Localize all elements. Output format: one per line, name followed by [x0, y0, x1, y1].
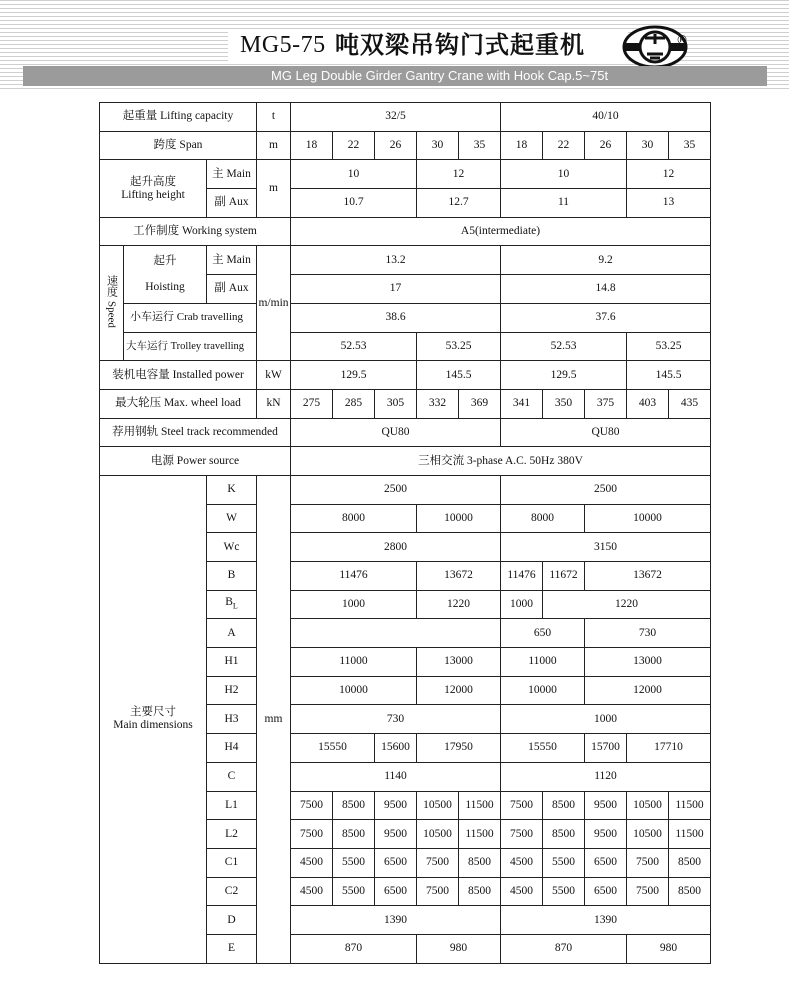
row-dim-K — [100, 475, 711, 504]
row-speed-hoist-main — [100, 246, 711, 275]
dim-value: 2500 — [291, 475, 501, 504]
dim-value: 11476 — [291, 562, 417, 591]
dim-value: 1220 — [417, 590, 501, 619]
dim-name: E — [207, 934, 257, 963]
hoist-label-cn: 起升 — [153, 255, 177, 268]
dim-value: 11672 — [543, 562, 585, 591]
dim-value: 13000 — [417, 648, 501, 677]
wheel-value: 275 — [291, 389, 333, 418]
dim-value: 7500 — [501, 791, 543, 820]
dim-value: 6500 — [585, 848, 627, 877]
hoist-label — [124, 246, 207, 303]
dim-value: 13672 — [585, 562, 711, 591]
dim-value: 730 — [291, 705, 501, 734]
dim-value: 11500 — [459, 791, 501, 820]
wheel-value: 305 — [375, 389, 417, 418]
dim-value: 5500 — [543, 877, 585, 906]
dim-value: 8000 — [291, 504, 417, 533]
row-lift-main — [100, 160, 711, 189]
dim-value: 7500 — [501, 820, 543, 849]
dim-value: 1390 — [501, 906, 711, 935]
dim-name-main: B — [225, 596, 233, 609]
dim-value: 11500 — [669, 820, 711, 849]
dim-value: 730 — [585, 619, 711, 648]
lift-aux-label: 副 Aux — [207, 189, 257, 218]
wheel-label: 最大轮压 Max. wheel load — [100, 389, 257, 418]
dim-value: 11500 — [669, 791, 711, 820]
dim-value: 5500 — [543, 848, 585, 877]
dim-value: 10000 — [501, 676, 585, 705]
dim-value: 7500 — [291, 791, 333, 820]
dim-value: 5500 — [333, 877, 375, 906]
trolley-value: 52.53 — [501, 332, 627, 361]
span-label: 跨度 Span — [100, 131, 257, 160]
dim-value: 10000 — [585, 504, 711, 533]
dim-value: 8500 — [669, 877, 711, 906]
row-span — [100, 131, 711, 160]
dim-name-sub: L — [232, 601, 238, 611]
lift-aux-value: 10.7 — [291, 189, 417, 218]
lift-label-en: Lifting height — [121, 188, 185, 201]
dim-value: 11000 — [501, 648, 585, 677]
wheel-value: 341 — [501, 389, 543, 418]
dim-value: 980 — [627, 934, 711, 963]
hoist-main-value: 9.2 — [501, 246, 711, 275]
dim-value: 7500 — [627, 877, 669, 906]
speed-side-label — [100, 246, 124, 361]
row-speed-crab — [100, 303, 711, 332]
dim-value: 4500 — [501, 877, 543, 906]
row-capacity — [100, 103, 711, 132]
lift-aux-value: 11 — [501, 189, 627, 218]
dims-unit: mm — [257, 475, 291, 963]
hoist-main-label: 主 Main — [207, 246, 257, 275]
wheel-value: 435 — [669, 389, 711, 418]
span-value: 30 — [627, 131, 669, 160]
span-value: 22 — [543, 131, 585, 160]
power-value: 129.5 — [291, 361, 417, 390]
spec-table — [99, 102, 711, 964]
hoist-aux-value: 14.8 — [501, 275, 711, 304]
dim-name: D — [207, 906, 257, 935]
wheel-value: 403 — [627, 389, 669, 418]
span-value: 22 — [333, 131, 375, 160]
dim-value: 8500 — [333, 791, 375, 820]
dim-value: 6500 — [375, 877, 417, 906]
dim-value: 10500 — [627, 820, 669, 849]
trolley-value: 53.25 — [417, 332, 501, 361]
dim-name: K — [207, 475, 257, 504]
dim-name: H2 — [207, 676, 257, 705]
dim-value: 1220 — [543, 590, 711, 619]
lift-label-cn: 起升高度 — [130, 175, 176, 188]
dim-value: 17950 — [417, 734, 501, 763]
span-value: 30 — [417, 131, 459, 160]
capacity-value: 40/10 — [501, 103, 711, 132]
dim-name: Wc — [207, 533, 257, 562]
source-value: 三相交流 3-phase A.C. 50Hz 380V — [291, 447, 711, 476]
dim-value: 650 — [501, 619, 585, 648]
speed-side-en: Speed — [105, 300, 118, 328]
dim-value: 980 — [417, 934, 501, 963]
registered-mark: ® — [676, 33, 688, 47]
dim-value: 4500 — [291, 848, 333, 877]
trolley-value: 53.25 — [627, 332, 711, 361]
dim-value: 10000 — [417, 504, 501, 533]
dim-name: H3 — [207, 705, 257, 734]
row-wheel-load — [100, 389, 711, 418]
span-unit: m — [257, 131, 291, 160]
power-value: 129.5 — [501, 361, 627, 390]
dim-value: 2800 — [291, 533, 501, 562]
dim-value: 9500 — [585, 791, 627, 820]
dim-value: 9500 — [585, 820, 627, 849]
title-model: MG5-75 — [240, 32, 326, 58]
dim-value: 8500 — [543, 820, 585, 849]
dim-value: 9500 — [375, 791, 417, 820]
lift-main-value: 10 — [501, 160, 627, 189]
dim-value: 9500 — [375, 820, 417, 849]
row-track — [100, 418, 711, 447]
dim-value: 11000 — [291, 648, 417, 677]
wheel-value: 285 — [333, 389, 375, 418]
dim-value: 10500 — [417, 820, 459, 849]
hoist-aux-label: 副 Aux — [207, 275, 257, 304]
dim-value: 8500 — [333, 820, 375, 849]
dim-value: 17710 — [627, 734, 711, 763]
span-value: 18 — [291, 131, 333, 160]
dim-name: W — [207, 504, 257, 533]
lift-main-value: 10 — [291, 160, 417, 189]
row-power-source — [100, 447, 711, 476]
hoist-main-value: 13.2 — [291, 246, 501, 275]
dim-value: 6500 — [375, 848, 417, 877]
dim-value: 15600 — [375, 734, 417, 763]
dim-value: 7500 — [417, 848, 459, 877]
track-label: 荐用钢轨 Steel track recommended — [100, 418, 291, 447]
span-value: 26 — [375, 131, 417, 160]
dim-value: 1000 — [501, 590, 543, 619]
working-label: 工作制度 Working system — [100, 217, 291, 246]
hoist-aux-value: 17 — [291, 275, 501, 304]
dim-value: 1140 — [291, 762, 501, 791]
dim-value: 8500 — [459, 848, 501, 877]
dim-value: 8500 — [459, 877, 501, 906]
wheel-value: 332 — [417, 389, 459, 418]
dim-value: 1000 — [291, 590, 417, 619]
dim-name: L1 — [207, 791, 257, 820]
trolley-label: 大车运行 Trolley travelling — [124, 332, 257, 361]
dim-name: A — [207, 619, 257, 648]
track-value: QU80 — [501, 418, 711, 447]
power-unit: kW — [257, 361, 291, 390]
dim-value: 10000 — [291, 676, 417, 705]
dim-name: C2 — [207, 877, 257, 906]
dim-value: 7500 — [417, 877, 459, 906]
crab-value: 38.6 — [291, 303, 501, 332]
dim-value: 11500 — [459, 820, 501, 849]
dim-value: 13000 — [585, 648, 711, 677]
span-value: 35 — [669, 131, 711, 160]
lift-unit: m — [257, 160, 291, 217]
dim-name: H4 — [207, 734, 257, 763]
working-value: A5(intermediate) — [291, 217, 711, 246]
row-speed-trolley — [100, 332, 711, 361]
power-label: 装机电容量 Installed power — [100, 361, 257, 390]
dim-value: 8000 — [501, 504, 585, 533]
dim-name: H1 — [207, 648, 257, 677]
wheel-value: 350 — [543, 389, 585, 418]
dim-value: 3150 — [501, 533, 711, 562]
dim-value: 12000 — [585, 676, 711, 705]
span-value: 18 — [501, 131, 543, 160]
dim-value: 4500 — [501, 848, 543, 877]
track-value: QU80 — [291, 418, 501, 447]
crab-label: 小车运行 Crab travelling — [124, 303, 257, 332]
dim-name: B — [207, 562, 257, 591]
span-value: 35 — [459, 131, 501, 160]
lift-main-value: 12 — [627, 160, 711, 189]
wheel-value: 375 — [585, 389, 627, 418]
dim-value: 1000 — [501, 705, 711, 734]
lift-aux-value: 13 — [627, 189, 711, 218]
subtitle-bar — [23, 66, 767, 86]
dim-value: 15550 — [501, 734, 585, 763]
dim-value-empty — [291, 619, 501, 648]
wheel-unit: kN — [257, 389, 291, 418]
power-value: 145.5 — [417, 361, 501, 390]
dim-value: 8500 — [543, 791, 585, 820]
subtitle-text: MG Leg Double Girder Gantry Crane with Hook Cap.5~75t — [271, 68, 609, 83]
lift-label — [100, 160, 207, 217]
crab-value: 37.6 — [501, 303, 711, 332]
dim-value: 2500 — [501, 475, 711, 504]
capacity-label: 起重量 Lifting capacity — [100, 103, 257, 132]
dim-value: 12000 — [417, 676, 501, 705]
dim-value: 11476 — [501, 562, 543, 591]
speed-unit: m/min — [257, 246, 291, 361]
title-chinese: 吨双梁吊钩门式起重机 — [335, 31, 585, 59]
dim-value: 7500 — [627, 848, 669, 877]
dim-name: C1 — [207, 848, 257, 877]
row-working — [100, 217, 711, 246]
dim-value: 7500 — [291, 820, 333, 849]
power-value: 145.5 — [627, 361, 711, 390]
capacity-value: 32/5 — [291, 103, 501, 132]
dim-value: 1390 — [291, 906, 501, 935]
capacity-unit: t — [257, 103, 291, 132]
speed-side-cn: 速度 — [105, 274, 118, 297]
dim-value: 8500 — [669, 848, 711, 877]
source-label: 电源 Power source — [100, 447, 291, 476]
dim-value: 870 — [501, 934, 627, 963]
dim-value: 5500 — [333, 848, 375, 877]
lift-main-value: 12 — [417, 160, 501, 189]
dims-label-en: Main dimensions — [113, 719, 193, 732]
dim-name — [207, 590, 257, 619]
trolley-value: 52.53 — [291, 332, 417, 361]
dim-value: 15550 — [291, 734, 375, 763]
dim-value: 6500 — [585, 877, 627, 906]
dim-value: 4500 — [291, 877, 333, 906]
dim-name: C — [207, 762, 257, 791]
dim-value: 13672 — [417, 562, 501, 591]
dim-value: 10500 — [627, 791, 669, 820]
lift-aux-value: 12.7 — [417, 189, 501, 218]
dim-name: L2 — [207, 820, 257, 849]
dim-value: 1120 — [501, 762, 711, 791]
span-value: 26 — [585, 131, 627, 160]
dims-label-cn: 主要尺寸 — [130, 706, 176, 719]
row-power — [100, 361, 711, 390]
dim-value: 15700 — [585, 734, 627, 763]
dims-label — [100, 475, 207, 963]
company-logo-icon — [620, 24, 690, 70]
dim-value: 870 — [291, 934, 417, 963]
hoist-label-en: Hoisting — [145, 281, 185, 294]
dim-value: 10500 — [417, 791, 459, 820]
wheel-value: 369 — [459, 389, 501, 418]
lift-main-label: 主 Main — [207, 160, 257, 189]
